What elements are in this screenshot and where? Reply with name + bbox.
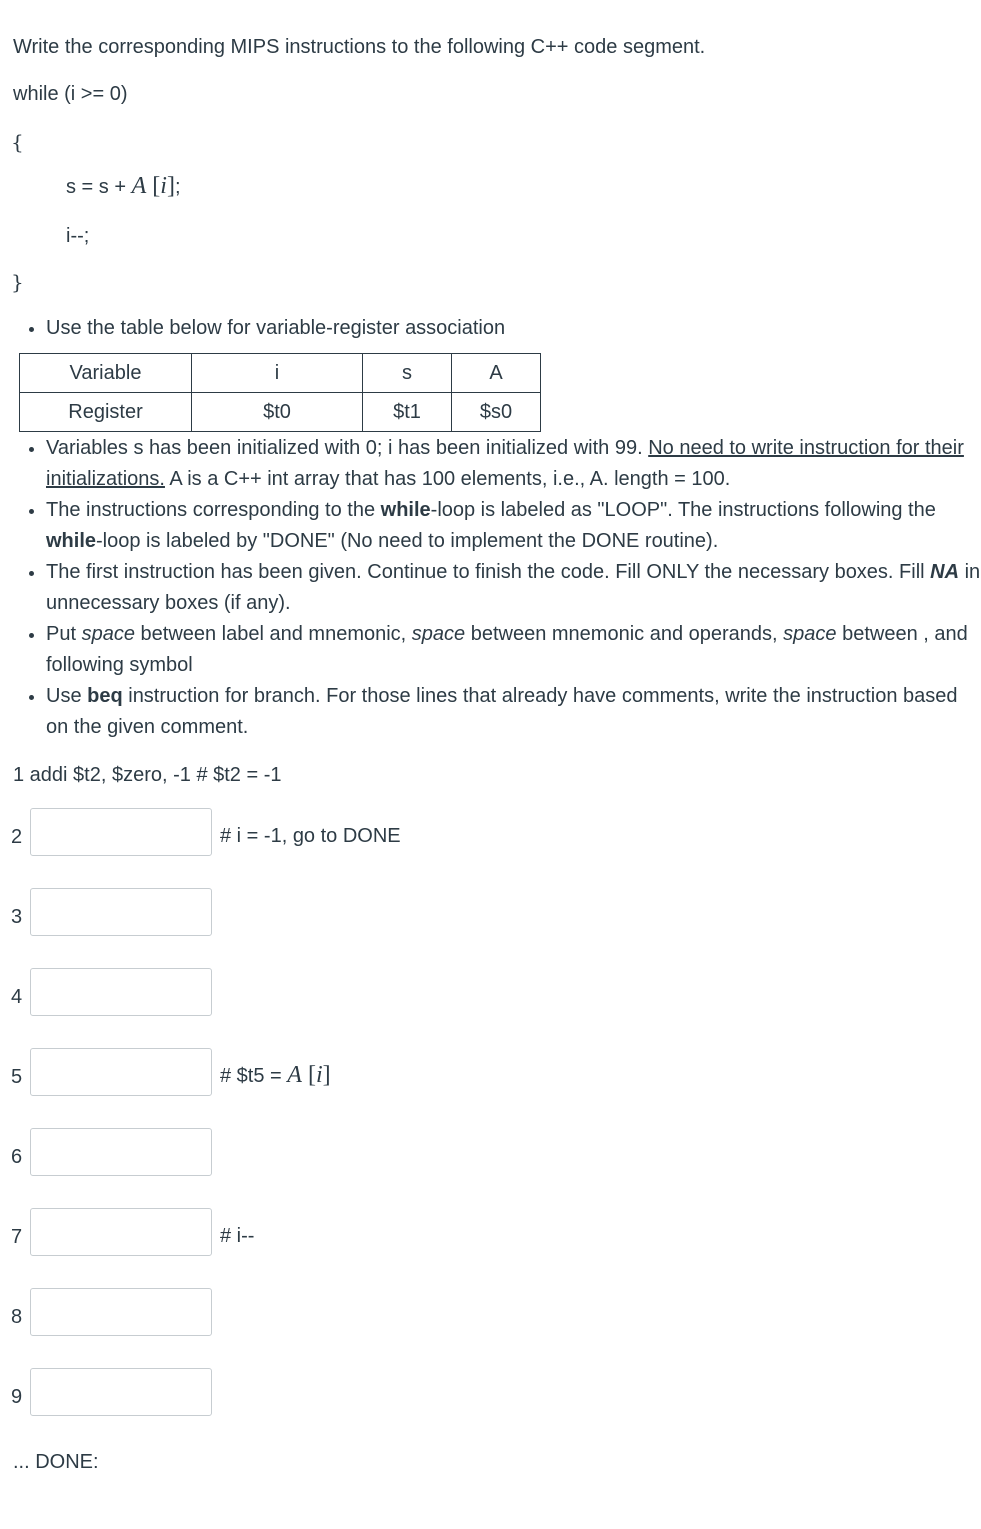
stmt1-index: i bbox=[160, 173, 167, 199]
stmt1-array-var: A bbox=[131, 173, 147, 199]
row-number: 6 bbox=[11, 1146, 23, 1168]
table-header-row bbox=[20, 354, 541, 393]
table-cell: Register bbox=[20, 393, 192, 432]
answer-input-line-5[interactable] bbox=[30, 1048, 212, 1096]
variable-register-table bbox=[19, 353, 541, 432]
row-number: 4 bbox=[11, 986, 23, 1008]
row-number: 3 bbox=[11, 906, 23, 928]
table-cell: s bbox=[363, 354, 452, 393]
instructions-list bbox=[26, 433, 981, 743]
row-number: 5 bbox=[11, 1066, 23, 1088]
comment-index: i bbox=[315, 1062, 323, 1088]
answer-input-line-8[interactable] bbox=[30, 1288, 212, 1336]
stmt1-prefix: s = s + bbox=[66, 176, 132, 198]
answer-input-line-2[interactable] bbox=[30, 808, 212, 856]
answer-input-line-9[interactable] bbox=[30, 1368, 212, 1416]
instructions-list-top bbox=[26, 313, 981, 344]
bullet-labels: • The instructions corresponding to the while-loop is labeled as "LOOP". The instructions following the while-loop is labeled by "DONE" (No need to implement the DONE routine). bbox=[46, 495, 981, 557]
bullet-initialization: • Variables s has been initialized with 0; i has been initialized with 99. No need to write instruction for their initializations. A is a C++ int array that has 100 elements, i.e., A. length = 100. bbox=[46, 433, 981, 495]
answer-input-line-6[interactable] bbox=[30, 1128, 212, 1176]
code-close-brace: } bbox=[11, 270, 24, 294]
table-cell: A bbox=[452, 354, 541, 393]
code-statement-2: i--; bbox=[66, 225, 90, 247]
comment-array-var: A bbox=[287, 1062, 302, 1088]
comment-line-2: # i = -1, go to DONE bbox=[220, 825, 401, 847]
table-cell: $s0 bbox=[452, 393, 541, 432]
answer-input-line-7[interactable] bbox=[30, 1208, 212, 1256]
code-open-brace: { bbox=[11, 130, 24, 154]
bullet-beq: • Use beq instruction for branch. For those lines that already have comments, write the instruction based on the given comment. bbox=[46, 681, 981, 743]
row-number: 7 bbox=[11, 1226, 23, 1248]
answer-input-line-4[interactable] bbox=[30, 968, 212, 1016]
stmt1-suffix: ; bbox=[174, 176, 181, 198]
code-while-line: while (i >= 0) bbox=[13, 83, 128, 105]
answer-input-line-3[interactable] bbox=[30, 888, 212, 936]
bullet-fill-boxes: • The first instruction has been given. Continue to finish the code. Fill ONLY the necessary boxes. Fill NA in unnecessary boxes (if any). bbox=[46, 557, 981, 619]
no-init-note: No need to write instruction for their initializations. bbox=[46, 437, 964, 490]
code-statement-1: s = s + A [i]; bbox=[66, 173, 181, 199]
bullet-table-note: • Use the table below for variable-register association bbox=[46, 313, 981, 344]
bullet-spacing: • Put space between label and mnemonic, space between mnemonic and operands, space between , and following symbol bbox=[46, 619, 981, 681]
row-number: 2 bbox=[11, 826, 23, 848]
row-number: 8 bbox=[11, 1306, 23, 1328]
table-cell: i bbox=[192, 354, 363, 393]
comment-line-7: # i-- bbox=[220, 1225, 255, 1247]
done-label: ... DONE: bbox=[13, 1451, 99, 1473]
line-1-given: 1 addi $t2, $zero, -1 # $t2 = -1 bbox=[13, 764, 282, 786]
table-cell: $t0 bbox=[192, 393, 363, 432]
question-text: Write the corresponding MIPS instructions to the following C++ code segment. bbox=[13, 36, 706, 58]
comment-line-5: # $t5 = A [i] bbox=[220, 1062, 331, 1088]
table-register-row bbox=[20, 393, 541, 432]
table-cell: $t1 bbox=[363, 393, 452, 432]
table-cell: Variable bbox=[20, 354, 192, 393]
row-number: 9 bbox=[11, 1386, 23, 1408]
